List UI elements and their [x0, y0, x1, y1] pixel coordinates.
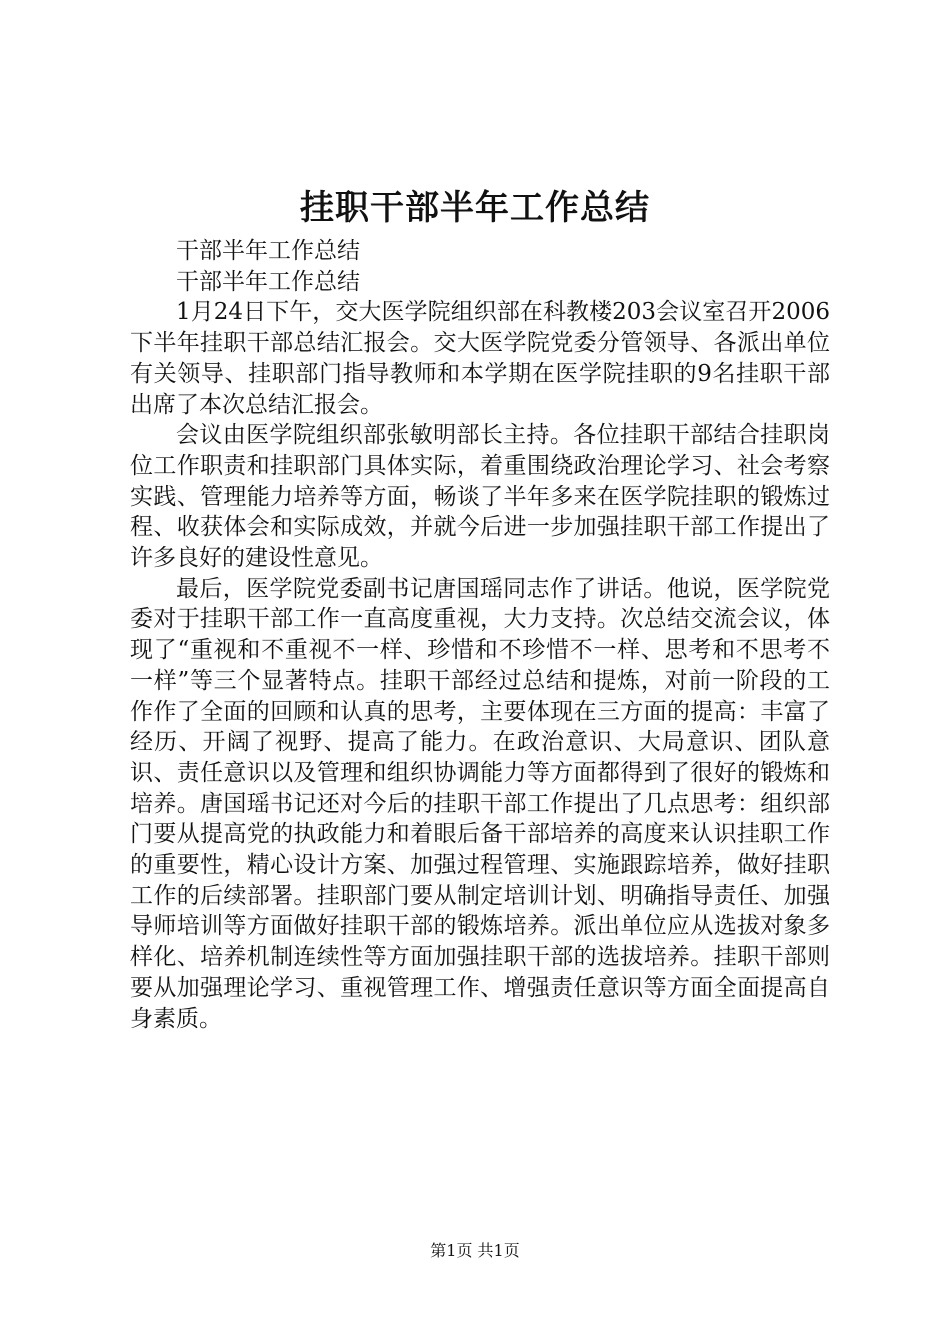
- paragraph-meeting-intro: 1月24日下午，交大医学院组织部在科教楼203会议室召开2006下半年挂职干部总结汇报会。交大医学院党委分管领导、各派出单位有关领导、挂职部门指导教师和本学期在医学院挂职的9名挂职干部出席了本次总结汇报会。: [130, 299, 830, 418]
- paragraph-subtitle-1: 干部半年工作总结: [176, 238, 360, 264]
- document-body: [130, 236, 830, 1034]
- paragraph-closing-speech: 最后，医学院党委副书记唐国瑶同志作了讲话。他说，医学院党委对于挂职干部工作一直高度重视，大力支持。次总结交流会议，体现了“重视和不重视不一样、珍惜和不珍惜不一样、思考和不思考不一样”等三个显著特点。挂职干部经过总结和提炼，对前一阶段的工作作了全面的回顾和认真的思考，主要体现在三方面的提高：丰富了经历、开阔了视野、提高了能力。在政治意识、大局意识、团队意识、责任意识以及管理和组织协调能力等方面都得到了很好的锻炼和培养。唐国瑶书记还对今后的挂职干部工作提出了几点思考：组织部门要从提高党的执政能力和着眼后备干部培养的高度来认识挂职工作的重要性，精心设计方案、加强过程管理、实施跟踪培养，做好挂职工作的后续部署。挂职部门要从制定培训计划、明确指导责任、加强导师培训等方面做好挂职干部的锻炼培养。派出单位应从选拔对象多样化、培养机制连续性等方面加强挂职干部的选拔培养。挂职干部则要从加强理论学习、重视管理工作、增强责任意识等方面全面提高自身素质。: [130, 575, 830, 1032]
- paragraph-meeting-host: 会议由医学院组织部张敏明部长主持。各位挂职干部结合挂职岗位工作职责和挂职部门具体实际，着重围绕政治理论学习、社会考察实践、管理能力培养等方面，畅谈了半年多来在医学院挂职的锻炼过程、收获体会和实际成效，并就今后进一步加强挂职干部工作提出了许多良好的建设性意见。: [130, 422, 830, 572]
- paragraph-subtitle-2: 干部半年工作总结: [176, 268, 360, 295]
- document-title: 挂职干部半年工作总结: [300, 188, 650, 228]
- page-footer: 第1页 共1页: [430, 1241, 520, 1260]
